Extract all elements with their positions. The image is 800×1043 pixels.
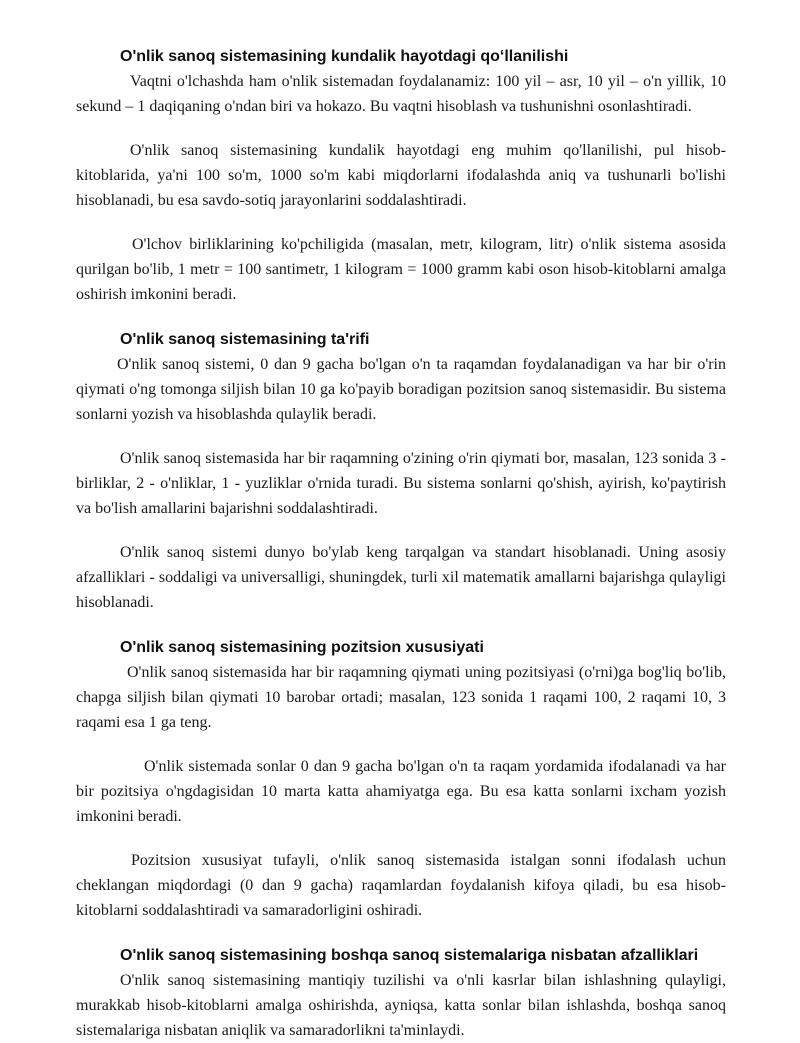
paragraph: Pozitsion xususiyat tufayli, o'nlik sanoq sistemasida istalgan sonni ifodalash uchun cheklangan miqdordagi (0 dan 9 gacha) raqamlardan foydalanish kifoya qiladi, bu esa hisob-kitoblarni soddalashtiradi va samaradorligini oshiradi. xyxy=(76,852,726,919)
paragraph: O'nlik sanoq sistemasining mantiqiy tuzilishi va o'nli kasrlar bilan ishlashning qulayligi, murakkab hisob-kitoblarni amalga oshirishda, ayniqsa, katta sonlar bilan ishlashda, boshqa sanoq sistemalariga nisbatan aniqlik va samaradorlikni ta'minlaydi. xyxy=(76,972,726,1039)
paragraph: O'nlik sanoq sistemi, 0 dan 9 gacha bo'lgan o'n ta raqamdan foydalanadigan va har bir o'rin qiymati o'ng tomonga siljish bilan 10 ga ko'payib boradigan pozitsion sanoq sistemasidir. Bu sistema sonlarni yozish va hisoblashda qulaylik beradi. xyxy=(76,356,726,423)
paragraph: O'nlik sanoq sistemasida har bir raqamning qiymati uning pozitsiyasi (o'rni)ga bog'liq bo'lib, chapga siljish bilan qiymati 10 barobar ortadi; masalan, 123 sonida 1 raqami 100, 2 raqami 10, 3 raqami esa 1 ga teng. xyxy=(76,664,726,731)
paragraph: O'nlik sanoq sistemasining kundalik hayotdagi eng muhim qo'llanilishi, pul hisob-kitoblarida, ya'ni 100 so'm, 1000 so'm kabi miqdorlarni ifodalashda aniq va tushunarli bo'lishi hisoblanadi, bu esa savdo-sotiq jarayonlarini soddalashtiradi. xyxy=(76,142,726,209)
section-heading: O'nlik sanoq sistemasining ta'rifi xyxy=(120,331,370,348)
section-heading: O'nlik sanoq sistemasining kundalik hayotdagi qoʻllanilishi xyxy=(120,48,569,65)
paragraph: O'nlik sanoq sistemi dunyo bo'ylab keng tarqalgan va standart hisoblanadi. Uning asosiy afzalliklari - soddaligi va universalligi, shuningdek, turli xil matematik amallarni bajarishga qulayligi hisoblanadi. xyxy=(76,544,726,611)
section-heading: O'nlik sanoq sistemasining boshqa sanoq sistemalariga nisbatan afzalliklari xyxy=(120,947,699,964)
section-heading: O'nlik sanoq sistemasining pozitsion xususiyati xyxy=(120,639,484,656)
paragraph: O'nlik sistemada sonlar 0 dan 9 gacha bo'lgan o'n ta raqam yordamida ifodalanadi va har bir pozitsiya o'ngdagisidan 10 marta katta ahamiyatga ega. Bu esa katta sonlarni ixcham yozish imkonini beradi. xyxy=(76,758,726,825)
paragraph: O'nlik sanoq sistemasida har bir raqamning o'zining o'rin qiymati bor, masalan, 123 sonida 3 - birliklar, 2 - o'nliklar, 1 - yuzliklar o'rnida turadi. Bu sistema sonlarni qo'shish, ayirish, ko'paytirish va bo'lish amallarini bajarishni soddalashtiradi. xyxy=(76,450,726,517)
paragraph: Vaqtni o'lchashda ham o'nlik sistemadan foydalanamiz: 100 yil – asr, 10 yil – o'n yillik, 10 sekund – 1 daqiqaning o'ndan biri va hokazo. Bu vaqtni hisoblash va tushunishni osonlashtiradi. xyxy=(76,73,726,115)
paragraph: O'lchov birliklarining ko'pchiligida (masalan, metr, kilogram, litr) o'nlik sistema asosida qurilgan bo'lib, 1 metr = 100 santimetr, 1 kilogram = 1000 gramm kabi oson hisob-kitoblarni amalga oshirish imkonini beradi. xyxy=(76,236,726,303)
